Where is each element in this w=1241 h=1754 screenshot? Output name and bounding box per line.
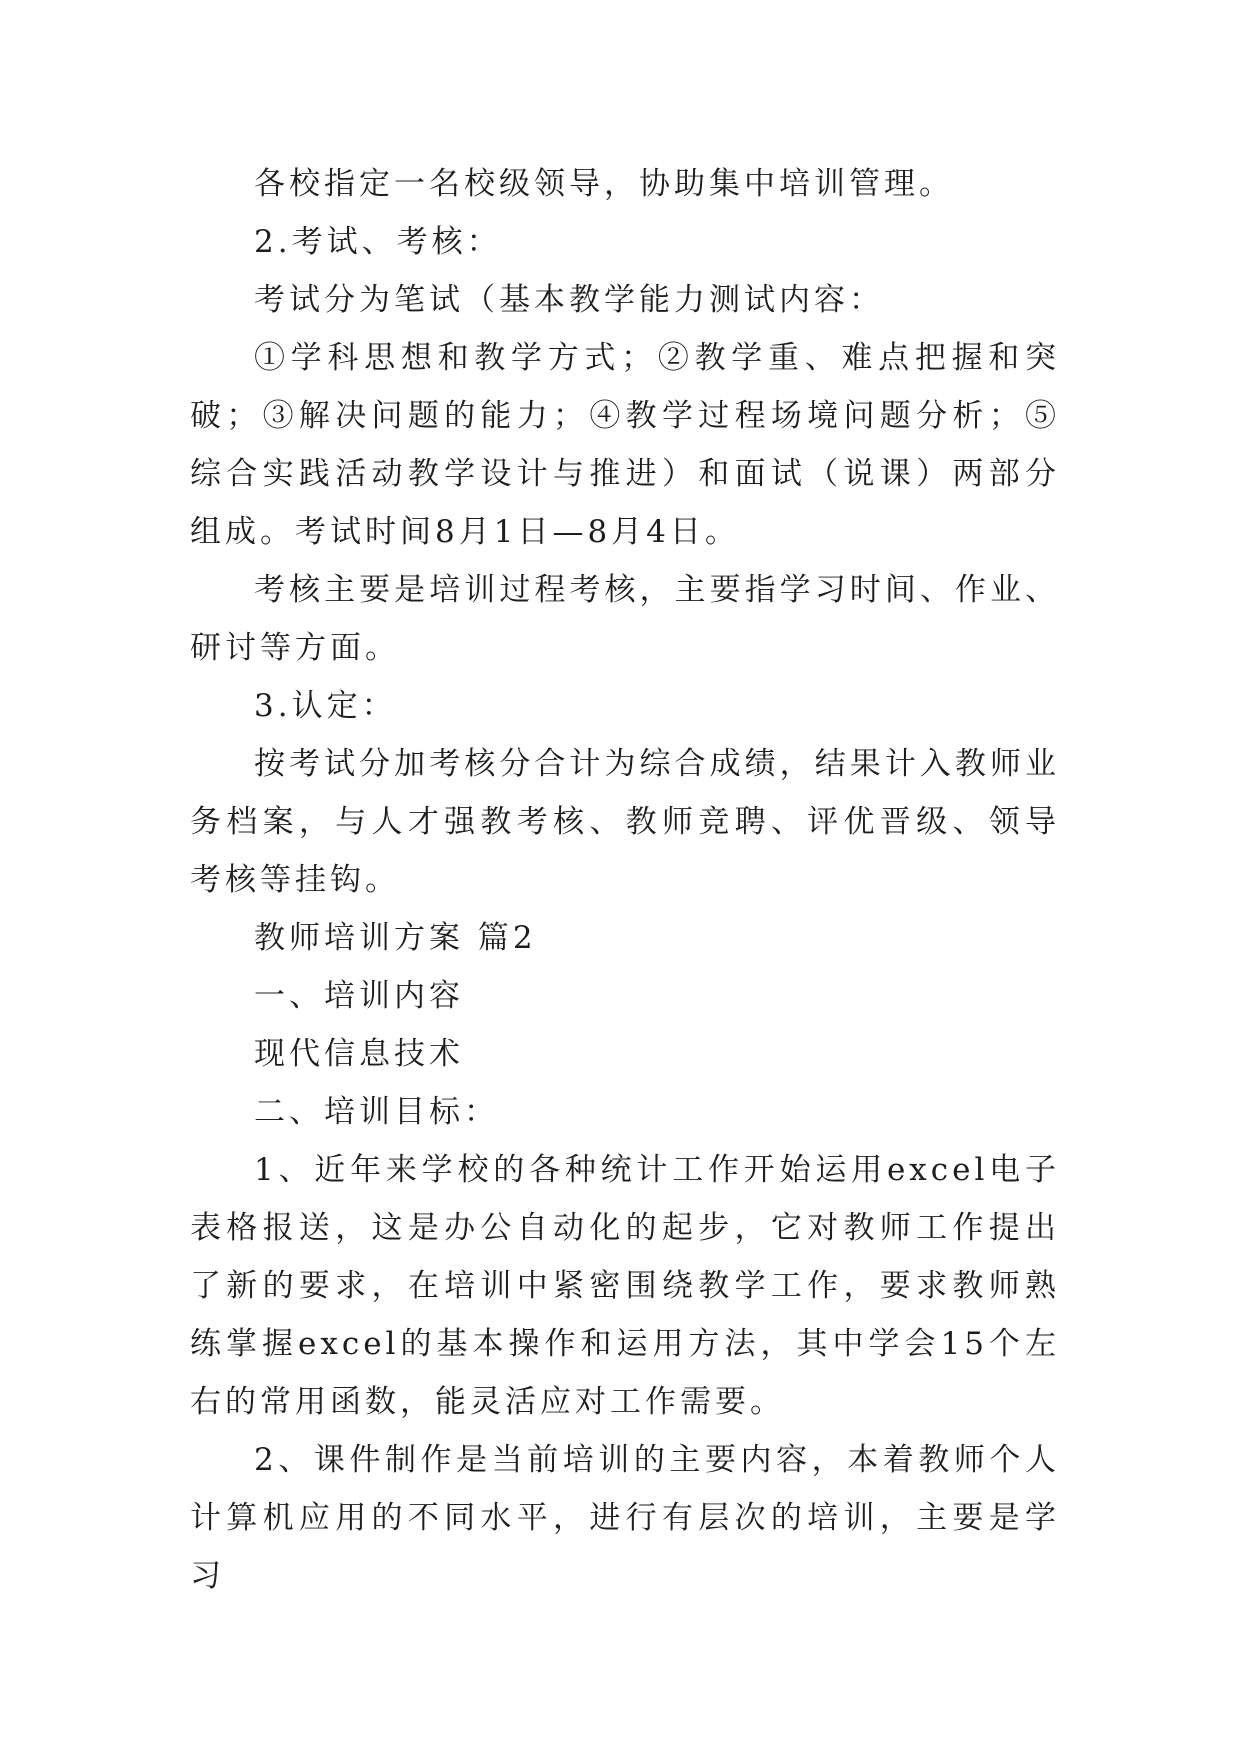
section-heading: 3.认定： — [254, 688, 397, 724]
paragraph: 2、课件制作是当前培训的主要内容，本着教师个人计算机应用的不同水平，进行有层次的培训，主要是学习 — [190, 1442, 1060, 1594]
section-heading: 二、培训目标： — [254, 1094, 499, 1130]
paragraph: 考试分为笔试（基本教学能力测试内容： — [254, 282, 884, 318]
paragraph: ①学科思想和教学方式；②教学重、难点把握和突破；③解决问题的能力；④教学过程场境问题分析；⑤综合实践活动教学设计与推进）和面试（说课）两部分组成。考试时间8月1日—8月4日。 — [190, 340, 1060, 550]
paragraph: 1、近年来学校的各种统计工作开始运用excel电子表格报送，这是办公自动化的起步，它对教师工作提出了新的要求，在培训中紧密围绕教学工作，要求教师熟练掌握excel的基本操作和运用方法，其中学会15个左右的常用函数，能灵活应对工作需要。 — [190, 1152, 1060, 1420]
paragraph: 现代信息技术 — [254, 1036, 464, 1072]
document-body — [190, 155, 1060, 1605]
paragraph: 按考试分加考核分合计为综合成绩，结果计入教师业务档案，与人才强教考核、教师竞聘、评优晋级、领导考核等挂钩。 — [190, 746, 1060, 898]
paragraph: 各校指定一名校级领导，协助集中培训管理。 — [254, 166, 954, 202]
paragraph: 考核主要是培训过程考核，主要指学习时间、作业、研讨等方面。 — [190, 572, 1060, 666]
document-title: 教师培训方案 篇2 — [254, 920, 537, 956]
section-heading: 2.考试、考核： — [254, 224, 502, 260]
section-heading: 一、培训内容 — [254, 978, 464, 1014]
